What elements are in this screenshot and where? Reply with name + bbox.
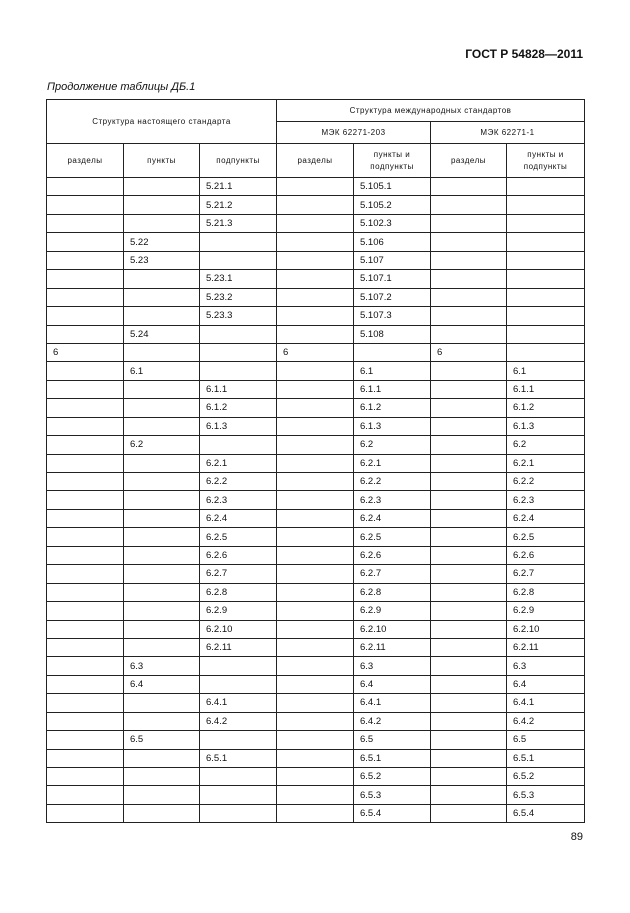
table-cell (277, 528, 354, 546)
table-row (47, 509, 585, 527)
table-cell (47, 675, 124, 693)
table-row (47, 786, 585, 804)
table-cell: 6.4.1 (200, 694, 277, 712)
table-cell (431, 546, 507, 564)
table-cell: 6.5 (354, 731, 431, 749)
table-cell (47, 491, 124, 509)
table-cell: 6.1.3 (507, 417, 585, 435)
table-cell (277, 565, 354, 583)
table-cell: 6.2.4 (200, 509, 277, 527)
table-cell: 6.1.1 (200, 380, 277, 398)
table-cell: 6.3 (124, 657, 200, 675)
table-cell (47, 214, 124, 232)
standard-number: ГОСТ Р 54828—2011 (465, 47, 583, 61)
table-cell: 6.5.1 (200, 749, 277, 767)
col-clauses: пункты (124, 144, 200, 178)
table-cell (277, 731, 354, 749)
table-cell (124, 417, 200, 435)
table-cell (124, 583, 200, 601)
table-cell (277, 233, 354, 251)
table-cell (277, 786, 354, 804)
table-cell (431, 325, 507, 343)
table-cell (431, 417, 507, 435)
table-row (47, 214, 585, 232)
table-cell (200, 786, 277, 804)
table-cell: 5.107.1 (354, 270, 431, 288)
table-cell (277, 380, 354, 398)
table-cell (431, 602, 507, 620)
table-cell (200, 251, 277, 269)
table-cell: 6.2.1 (507, 454, 585, 472)
table-cell: 6.1.3 (354, 417, 431, 435)
table-row (47, 694, 585, 712)
table-cell: 5.21.3 (200, 214, 277, 232)
table-cell (277, 473, 354, 491)
table-cell: 6.2.2 (200, 473, 277, 491)
table-cell (124, 749, 200, 767)
table-cell (200, 362, 277, 380)
table-cell (277, 768, 354, 786)
table-cell: 6.2.9 (354, 602, 431, 620)
table-cell (277, 362, 354, 380)
table-cell: 6.5.4 (354, 804, 431, 822)
table-cell: 6.2.7 (200, 565, 277, 583)
table-cell (277, 675, 354, 693)
table-cell (47, 454, 124, 472)
table-row (47, 399, 585, 417)
table-row (47, 436, 585, 454)
col-sections-std1: разделы (277, 144, 354, 178)
table-cell (431, 380, 507, 398)
table-cell (47, 270, 124, 288)
table-cell (124, 473, 200, 491)
table-cell (47, 509, 124, 527)
table-cell: 6.2.8 (200, 583, 277, 601)
table-cell: 6.5.4 (507, 804, 585, 822)
international-standards-header: Структура международных стандартов (277, 100, 585, 122)
table-cell (47, 565, 124, 583)
table-cell: 5.105.2 (354, 196, 431, 214)
table-cell (277, 491, 354, 509)
table-cell: 6.2.3 (200, 491, 277, 509)
table-cell (47, 178, 124, 196)
col-subclauses: подпункты (200, 144, 277, 178)
table-cell (124, 178, 200, 196)
table-cell: 6.2 (354, 436, 431, 454)
table-row (47, 362, 585, 380)
table-cell: 6.2.7 (354, 565, 431, 583)
table-cell (124, 602, 200, 620)
table-cell (47, 731, 124, 749)
table-cell: 6.1.2 (354, 399, 431, 417)
table-cell: 6.2 (507, 436, 585, 454)
table-cell (124, 196, 200, 214)
table-cell: 6.2.3 (507, 491, 585, 509)
table-cell (200, 804, 277, 822)
table-cell: 6.1.2 (507, 399, 585, 417)
table-cell (431, 214, 507, 232)
table-row (47, 638, 585, 656)
table-row (47, 325, 585, 343)
table-cell: 6.4.2 (200, 712, 277, 730)
table-cell: 6 (47, 343, 124, 361)
table-cell (277, 694, 354, 712)
table-cell: 6.2.11 (354, 638, 431, 656)
table-cell (200, 675, 277, 693)
table-cell: 5.22 (124, 233, 200, 251)
table-row (47, 528, 585, 546)
table-cell (431, 712, 507, 730)
table-cell (431, 178, 507, 196)
table-cell (200, 343, 277, 361)
table-cell: 5.102.3 (354, 214, 431, 232)
table-cell (431, 288, 507, 306)
table-cell: 6 (277, 343, 354, 361)
table-cell (277, 749, 354, 767)
table-cell: 6.2.3 (354, 491, 431, 509)
table-cell (507, 307, 585, 325)
table-cell (277, 325, 354, 343)
table-cell (47, 251, 124, 269)
table-cell: 6.2.10 (200, 620, 277, 638)
table-cell: 6.2.1 (200, 454, 277, 472)
table-cell (277, 804, 354, 822)
current-standard-header: Структура настоящего стандарта (47, 100, 277, 144)
table-cell (431, 768, 507, 786)
table-cell (431, 786, 507, 804)
table-row (47, 307, 585, 325)
table-cell (47, 712, 124, 730)
table-cell: 6.3 (507, 657, 585, 675)
col-sections: разделы (47, 144, 124, 178)
table-cell (200, 768, 277, 786)
table-row (47, 731, 585, 749)
table-cell (431, 233, 507, 251)
table-row (47, 417, 585, 435)
table-cell (124, 307, 200, 325)
table-cell (124, 343, 200, 361)
table-cell: 6.4 (354, 675, 431, 693)
table-cell: 5.23.3 (200, 307, 277, 325)
table-cell (277, 509, 354, 527)
table-cell: 5.108 (354, 325, 431, 343)
table-cell (277, 657, 354, 675)
table-cell (47, 620, 124, 638)
table-cell: 6.2.4 (354, 509, 431, 527)
table-cell (47, 749, 124, 767)
table-cell (47, 380, 124, 398)
table-row (47, 196, 585, 214)
table-cell (507, 270, 585, 288)
table-cell: 6.4 (507, 675, 585, 693)
table-cell (277, 307, 354, 325)
table-cell: 6.2.4 (507, 509, 585, 527)
table-cell (47, 638, 124, 656)
table-cell: 5.21.1 (200, 178, 277, 196)
table-row (47, 749, 585, 767)
table-cell (431, 804, 507, 822)
table-cell: 6.5.2 (354, 768, 431, 786)
table-cell (431, 731, 507, 749)
table-row (47, 675, 585, 693)
table-cell (277, 288, 354, 306)
table-row (47, 583, 585, 601)
table-cell (431, 251, 507, 269)
table-cell (124, 270, 200, 288)
table-cell (200, 731, 277, 749)
table-cell: 6.5.1 (354, 749, 431, 767)
table-cell: 6.2.6 (354, 546, 431, 564)
table-cell (507, 196, 585, 214)
table-cell (124, 491, 200, 509)
table-cell: 6.4.1 (507, 694, 585, 712)
table-cell (200, 436, 277, 454)
table-cell: 6.1.1 (507, 380, 585, 398)
table-cell (431, 454, 507, 472)
table-cell (277, 620, 354, 638)
table-cell: 6.2.8 (507, 583, 585, 601)
table-row (47, 712, 585, 730)
table-cell (47, 417, 124, 435)
table-cell (277, 417, 354, 435)
table-row (47, 178, 585, 196)
table-cell (431, 362, 507, 380)
table-cell (277, 583, 354, 601)
table-cell: 6.4.1 (354, 694, 431, 712)
table-cell: 6.1.1 (354, 380, 431, 398)
table-cell (124, 638, 200, 656)
table-cell (47, 362, 124, 380)
table-cell (431, 436, 507, 454)
table-cell: 6.5.2 (507, 768, 585, 786)
table-cell: 6.2.5 (354, 528, 431, 546)
table-cell: 6.2.10 (354, 620, 431, 638)
table-cell: 6.4.2 (507, 712, 585, 730)
table-cell (47, 804, 124, 822)
table-cell (431, 528, 507, 546)
table-cell (124, 694, 200, 712)
table-cell (200, 657, 277, 675)
table-cell (507, 343, 585, 361)
table-row (47, 491, 585, 509)
table-cell: 6.5.1 (507, 749, 585, 767)
page-number: 89 (570, 831, 583, 843)
table-cell (124, 712, 200, 730)
table-cell (47, 288, 124, 306)
table-row (47, 270, 585, 288)
table-cell (124, 565, 200, 583)
table-cell: 6.5 (507, 731, 585, 749)
table-cell: 5.106 (354, 233, 431, 251)
table-cell: 6.2.8 (354, 583, 431, 601)
table-cell (431, 749, 507, 767)
table-cell: 6.1.3 (200, 417, 277, 435)
table-cell (431, 657, 507, 675)
table-cell: 6.4 (124, 675, 200, 693)
table-cell (47, 307, 124, 325)
col-clauses-subclauses-std2: пункты и подпункты (507, 144, 585, 178)
table-cell: 6.2.11 (200, 638, 277, 656)
table-row (47, 804, 585, 822)
table-row (47, 657, 585, 675)
table-cell: 6.3 (354, 657, 431, 675)
table-cell (277, 454, 354, 472)
table-cell (277, 638, 354, 656)
table-cell (507, 288, 585, 306)
table-row (47, 546, 585, 564)
table-cell (431, 620, 507, 638)
table-cell (200, 233, 277, 251)
table-cell (507, 325, 585, 343)
table-cell: 5.107.2 (354, 288, 431, 306)
table-cell: 6.2.5 (507, 528, 585, 546)
table-cell (47, 786, 124, 804)
table-cell (277, 178, 354, 196)
table-cell: 6.5.3 (507, 786, 585, 804)
table-row (47, 380, 585, 398)
table-cell (124, 380, 200, 398)
table-cell: 6.4.2 (354, 712, 431, 730)
table-cell (124, 509, 200, 527)
table-cell (200, 325, 277, 343)
table-cell: 5.107 (354, 251, 431, 269)
correspondence-table (46, 99, 585, 823)
table-cell (277, 214, 354, 232)
table-cell (431, 638, 507, 656)
table-row (47, 233, 585, 251)
table-cell (47, 233, 124, 251)
table-cell: 6.1.2 (200, 399, 277, 417)
table-cell (47, 399, 124, 417)
table-cell (431, 509, 507, 527)
table-row (47, 251, 585, 269)
table-cell (431, 675, 507, 693)
table-cell: 6.2.1 (354, 454, 431, 472)
table-cell (47, 657, 124, 675)
table-cell (47, 768, 124, 786)
table-row (47, 454, 585, 472)
table-cell (277, 399, 354, 417)
table-cell (277, 546, 354, 564)
table-cell: 5.105.1 (354, 178, 431, 196)
table-row (47, 473, 585, 491)
table-cell: 6.2.10 (507, 620, 585, 638)
table-cell (124, 454, 200, 472)
std2-header: МЭК 62271-1 (431, 122, 585, 144)
table-cell (431, 565, 507, 583)
table-cell (277, 712, 354, 730)
table-cell (124, 546, 200, 564)
table-cell (277, 251, 354, 269)
table-cell: 6.2.9 (200, 602, 277, 620)
table-cell (124, 399, 200, 417)
table-cell (431, 307, 507, 325)
table-cell: 5.23.2 (200, 288, 277, 306)
table-cell: 6.2.6 (507, 546, 585, 564)
table-row (47, 565, 585, 583)
table-cell (124, 804, 200, 822)
table-cell (354, 343, 431, 361)
table-cell (124, 528, 200, 546)
table-cell (124, 288, 200, 306)
table-cell (507, 251, 585, 269)
table-cell: 6.1 (124, 362, 200, 380)
table-cell (431, 491, 507, 509)
table-row (47, 620, 585, 638)
table-cell: 6.2.5 (200, 528, 277, 546)
table-cell: 6.1 (354, 362, 431, 380)
table-cell: 6.2.6 (200, 546, 277, 564)
table-cell: 5.21.2 (200, 196, 277, 214)
table-cell (431, 473, 507, 491)
table-cell (47, 528, 124, 546)
table-cell (507, 214, 585, 232)
table-cell (47, 473, 124, 491)
table-cell: 6.2.7 (507, 565, 585, 583)
table-row (47, 343, 585, 361)
table-cell (124, 620, 200, 638)
table-row (47, 288, 585, 306)
col-sections-std2: разделы (431, 144, 507, 178)
table-cell (47, 694, 124, 712)
table-cell (47, 436, 124, 454)
table-cell (507, 233, 585, 251)
table-cell: 6.5.3 (354, 786, 431, 804)
table-cell (47, 602, 124, 620)
table-row (47, 602, 585, 620)
table-cell: 5.23 (124, 251, 200, 269)
table-cell: 6.1 (507, 362, 585, 380)
table-cell: 6.5 (124, 731, 200, 749)
table-cell (277, 270, 354, 288)
table-cell: 6.2.2 (507, 473, 585, 491)
table-cell (431, 694, 507, 712)
table-cell: 6.2.11 (507, 638, 585, 656)
table-cell (47, 546, 124, 564)
table-cell (431, 270, 507, 288)
table-cell (277, 436, 354, 454)
table-cell: 5.23.1 (200, 270, 277, 288)
table-cell (431, 399, 507, 417)
table-cell (47, 583, 124, 601)
table-cell: 6 (431, 343, 507, 361)
table-cell (277, 196, 354, 214)
std1-header: МЭК 62271-203 (277, 122, 431, 144)
col-clauses-subclauses-std1: пункты и подпункты (354, 144, 431, 178)
table-cell: 5.107.3 (354, 307, 431, 325)
table-cell: 6.2.2 (354, 473, 431, 491)
table-cell: 6.2.9 (507, 602, 585, 620)
table-cell (277, 602, 354, 620)
table-cell (47, 325, 124, 343)
table-cell: 6.2 (124, 436, 200, 454)
table-cell (124, 786, 200, 804)
table-row (47, 768, 585, 786)
table-cell (431, 196, 507, 214)
table-cell: 5.24 (124, 325, 200, 343)
table-caption: Продолжение таблицы ДБ.1 (47, 81, 196, 93)
table-cell (47, 196, 124, 214)
table-cell (124, 214, 200, 232)
table-cell (431, 583, 507, 601)
table-cell (124, 768, 200, 786)
table-cell (507, 178, 585, 196)
